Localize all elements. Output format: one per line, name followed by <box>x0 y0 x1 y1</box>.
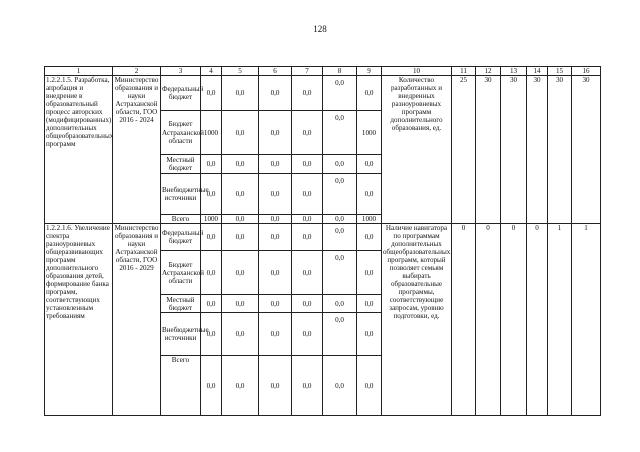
value-cell: 0,0 <box>259 356 292 416</box>
value-cell: 0,0 <box>292 76 323 111</box>
value-cell: 0,0 <box>357 174 382 215</box>
value-cell: 0,0 <box>222 313 259 356</box>
value-cell: 0,0 <box>222 295 259 313</box>
column-number: 11 <box>452 67 476 76</box>
target-value: 25 <box>452 76 476 224</box>
funding-source: Местный бюджет <box>161 155 201 174</box>
column-number: 15 <box>548 67 572 76</box>
column-number: 14 <box>527 67 548 76</box>
funding-source: Всего <box>161 215 201 224</box>
column-number: 2 <box>113 67 161 76</box>
value-cell: 0,0 <box>357 356 382 416</box>
value-cell: 0,0 <box>357 313 382 356</box>
funding-source: Внебюджетные источники <box>161 174 201 215</box>
value-cell: 0,0 <box>292 215 323 224</box>
column-number: 10 <box>382 67 452 76</box>
page-number: 128 <box>313 24 327 34</box>
value-cell: 0,0 <box>222 215 259 224</box>
target-value: 0 <box>452 224 476 416</box>
column-number: 12 <box>476 67 501 76</box>
column-number: 5 <box>222 67 259 76</box>
funding-source: Бюджет Астраханской области <box>161 251 201 295</box>
value-cell: 0,0 <box>292 295 323 313</box>
value-cell: 0,0 <box>323 155 357 174</box>
value-cell: 0,0 <box>323 251 357 295</box>
value-cell: 0,0 <box>323 174 357 215</box>
value-cell: 0,0 <box>222 174 259 215</box>
value-cell: 0,0 <box>222 155 259 174</box>
target-value: 30 <box>548 76 572 224</box>
value-cell: 1000 <box>357 111 382 155</box>
column-number: 1 <box>45 67 113 76</box>
value-cell: 0,0 <box>323 111 357 155</box>
column-number: 16 <box>572 67 601 76</box>
column-number: 3 <box>161 67 201 76</box>
target-value: 0 <box>501 224 527 416</box>
funding-source: Бюджет Астраханской области <box>161 111 201 155</box>
table-row <box>45 76 601 111</box>
indicator: Наличие навигатора по программам дополнительных общеобразовательных программ, который позволяет семьям выбирать образовательные программы, соответствующие запросам, уровню подготовки, ед. <box>382 224 452 416</box>
value-cell: 0,0 <box>201 295 222 313</box>
column-number: 7 <box>292 67 323 76</box>
target-value: 0 <box>527 224 548 416</box>
value-cell: 0,0 <box>292 155 323 174</box>
measure-name: 1.2.2.1.5. Разработка, апробация и внедрение в образовательный процесс авторских (модифицированных) дополнительных общеобразовательных программ <box>45 76 113 224</box>
target-value: 1 <box>572 224 601 416</box>
value-cell: 1000 <box>201 215 222 224</box>
value-cell: 0,0 <box>292 111 323 155</box>
value-cell: 0,0 <box>292 251 323 295</box>
target-value: 1 <box>548 224 572 416</box>
value-cell: 0,0 <box>323 356 357 416</box>
program-table <box>44 66 601 416</box>
target-value: 30 <box>476 76 501 224</box>
table-row <box>45 224 601 251</box>
value-cell: 0,0 <box>357 295 382 313</box>
value-cell: 0,0 <box>259 224 292 251</box>
column-number: 6 <box>259 67 292 76</box>
value-cell: 0,0 <box>323 215 357 224</box>
value-cell: 0,0 <box>323 295 357 313</box>
value-cell: 1000 <box>201 111 222 155</box>
value-cell: 0,0 <box>292 313 323 356</box>
target-value: 30 <box>501 76 527 224</box>
value-cell: 1000 <box>357 215 382 224</box>
value-cell: 0,0 <box>357 76 382 111</box>
value-cell: 0,0 <box>323 313 357 356</box>
value-cell: 0,0 <box>222 356 259 416</box>
value-cell: 0,0 <box>222 251 259 295</box>
value-cell: 0,0 <box>259 295 292 313</box>
value-cell: 0,0 <box>292 356 323 416</box>
value-cell: 0,0 <box>222 224 259 251</box>
funding-source: Всего <box>161 356 201 416</box>
funding-source: Федеральный бюджет <box>161 76 201 111</box>
measure-executor: Министерство образования и науки Астраханской области, ГОО 2016 - 2029 <box>113 224 161 416</box>
funding-source: Внебюджетные источники <box>161 313 201 356</box>
target-value: 30 <box>527 76 548 224</box>
value-cell: 0,0 <box>259 174 292 215</box>
value-cell: 0,0 <box>292 174 323 215</box>
value-cell: 0,0 <box>201 174 222 215</box>
column-number: 4 <box>201 67 222 76</box>
value-cell: 0,0 <box>201 313 222 356</box>
value-cell: 0,0 <box>259 251 292 295</box>
value-cell: 0,0 <box>259 313 292 356</box>
value-cell: 0,0 <box>201 356 222 416</box>
value-cell: 0,0 <box>259 111 292 155</box>
value-cell: 0,0 <box>259 215 292 224</box>
column-number-row <box>45 67 601 76</box>
value-cell: 0,0 <box>259 155 292 174</box>
column-number: 9 <box>357 67 382 76</box>
target-value: 30 <box>572 76 601 224</box>
funding-source: Местный бюджет <box>161 295 201 313</box>
value-cell: 0,0 <box>201 224 222 251</box>
value-cell: 0,0 <box>259 76 292 111</box>
value-cell: 0,0 <box>323 76 357 111</box>
column-number: 13 <box>501 67 527 76</box>
value-cell: 0,0 <box>201 155 222 174</box>
value-cell: 0,0 <box>357 155 382 174</box>
value-cell: 0,0 <box>222 76 259 111</box>
column-number: 8 <box>323 67 357 76</box>
value-cell: 0,0 <box>357 251 382 295</box>
measure-name: 1.2.2.1.6. Увеличение спектра разноуровневых общеразвивающих программ дополнительного образования детей, формирование банка программ, соответствующих установленным требованиям <box>45 224 113 416</box>
value-cell: 0,0 <box>323 224 357 251</box>
indicator: Количество разработанных и внедренных разноуровневых программ дополнительного образования, ед. <box>382 76 452 224</box>
value-cell: 0,0 <box>222 111 259 155</box>
funding-source: Федеральный бюджет <box>161 224 201 251</box>
target-value: 0 <box>476 224 501 416</box>
measure-executor: Министерство образования и науки Астраханской области, ГОО 2016 - 2024 <box>113 76 161 224</box>
value-cell: 0,0 <box>357 224 382 251</box>
value-cell: 0,0 <box>201 251 222 295</box>
value-cell: 0,0 <box>292 224 323 251</box>
value-cell: 0,0 <box>201 76 222 111</box>
